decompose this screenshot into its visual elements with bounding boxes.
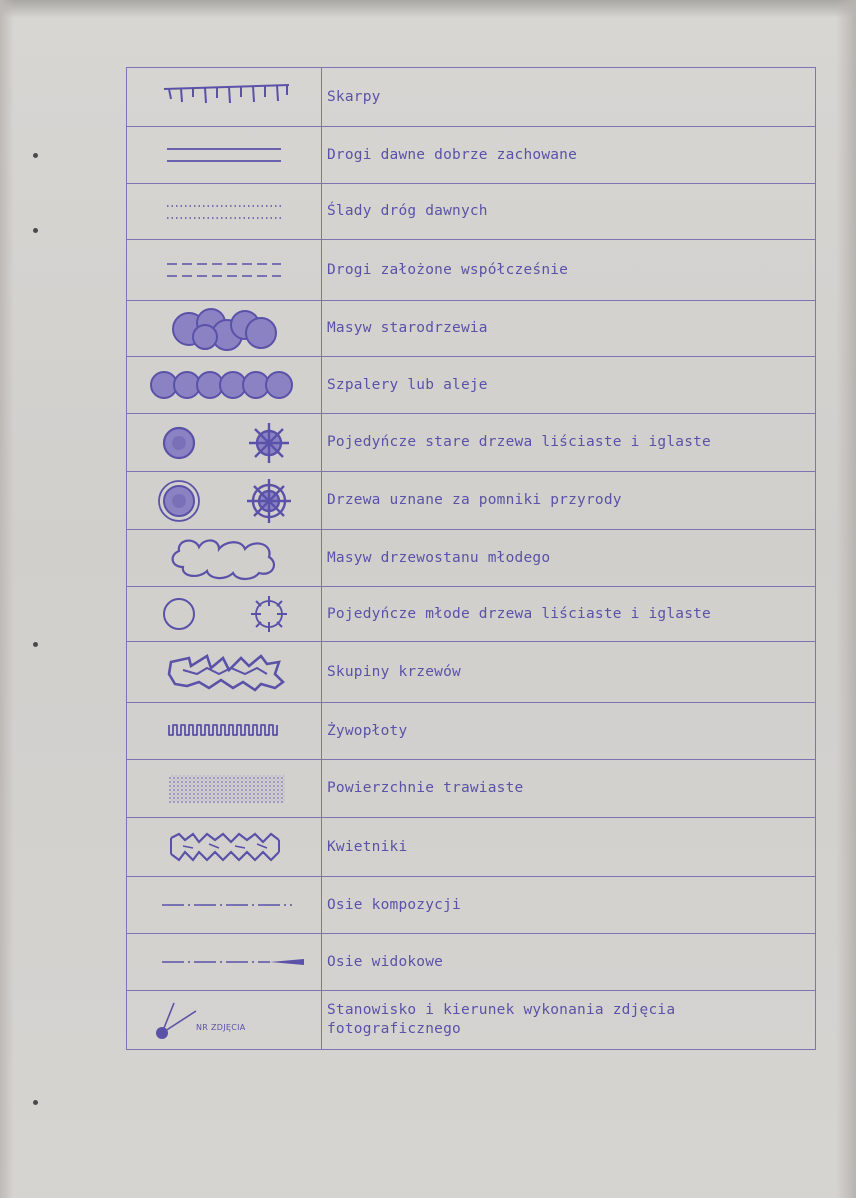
young-single-trees-symbol-icon bbox=[144, 592, 304, 636]
legend-symbol-cell bbox=[127, 760, 322, 818]
slope-symbol-icon bbox=[149, 77, 299, 117]
legend-label: Powierzchnie trawiaste bbox=[322, 760, 816, 818]
legend-row bbox=[127, 414, 816, 472]
dashed-double-line-symbol-icon bbox=[149, 255, 299, 285]
page-top-shadow bbox=[0, 0, 856, 18]
legend-symbol-cell bbox=[127, 587, 322, 642]
legend-row bbox=[127, 127, 816, 184]
legend-label: Drzewa uznane za pomniki przyrody bbox=[322, 472, 816, 530]
legend-symbol-cell bbox=[127, 991, 322, 1050]
legend-row bbox=[127, 357, 816, 414]
legend-label: Osie widokowe bbox=[322, 934, 816, 991]
legend-row bbox=[127, 587, 816, 642]
legend-row bbox=[127, 877, 816, 934]
punch-mark bbox=[33, 642, 38, 647]
grass-area-symbol-icon bbox=[149, 769, 299, 809]
legend-symbol-cell bbox=[127, 357, 322, 414]
legend-symbol-cell bbox=[127, 414, 322, 472]
legend-symbol-cell bbox=[127, 703, 322, 760]
shrub-group-symbol-icon bbox=[149, 648, 299, 696]
legend-row bbox=[127, 642, 816, 703]
legend-label: Drogi założone współcześnie bbox=[322, 240, 816, 301]
legend-row bbox=[127, 240, 816, 301]
legend-symbol-cell bbox=[127, 642, 322, 703]
legend-label: Stanowisko i kierunek wykonania zdjęcia fotograficznego bbox=[322, 991, 816, 1050]
photo-number-label: NR ZDJĘCIA bbox=[196, 1023, 246, 1032]
legend-label: Skupiny krzewów bbox=[322, 642, 816, 703]
dotted-line-symbol-icon bbox=[149, 197, 299, 227]
legend-label: Osie kompozycji bbox=[322, 877, 816, 934]
legend-symbol-cell bbox=[127, 472, 322, 530]
old-single-trees-symbol-icon bbox=[144, 421, 304, 465]
legend-row bbox=[127, 703, 816, 760]
page-left-edge bbox=[0, 0, 14, 1198]
legend-symbol-cell bbox=[127, 68, 322, 127]
legend-table bbox=[126, 67, 816, 1050]
view-axis-symbol-icon bbox=[144, 952, 304, 972]
old-tree-mass-symbol-icon bbox=[149, 303, 299, 355]
legend-symbol-cell bbox=[127, 934, 322, 991]
legend-symbol-cell bbox=[127, 184, 322, 240]
double-line-symbol-icon bbox=[149, 140, 299, 170]
legend-symbol-cell bbox=[127, 530, 322, 587]
legend-symbol-cell bbox=[127, 240, 322, 301]
legend-row bbox=[127, 68, 816, 127]
legend-label: Kwietniki bbox=[322, 818, 816, 877]
legend-symbol-cell bbox=[127, 877, 322, 934]
punch-mark bbox=[33, 1100, 38, 1105]
hedge-symbol-icon bbox=[149, 719, 299, 743]
page-right-edge bbox=[836, 0, 856, 1198]
legend-row bbox=[127, 991, 816, 1050]
alley-symbol-icon bbox=[144, 367, 304, 403]
legend-row bbox=[127, 760, 816, 818]
legend-row bbox=[127, 472, 816, 530]
legend-label: Szpalery lub aleje bbox=[322, 357, 816, 414]
legend-label: Żywopłoty bbox=[322, 703, 816, 760]
legend-label: Pojedyńcze stare drzewa liściaste i iglaste bbox=[322, 414, 816, 472]
punch-mark bbox=[33, 228, 38, 233]
young-stand-mass-symbol-icon bbox=[149, 533, 299, 583]
legend-label: Ślady dróg dawnych bbox=[322, 184, 816, 240]
legend-label: Pojedyńcze młode drzewa liściaste i iglaste bbox=[322, 587, 816, 642]
legend-row bbox=[127, 818, 816, 877]
legend-label: Masyw drzewostanu młodego bbox=[322, 530, 816, 587]
punch-mark bbox=[33, 153, 38, 158]
flowerbed-symbol-icon bbox=[149, 830, 299, 864]
legend-row bbox=[127, 301, 816, 357]
photo-position-symbol-icon bbox=[144, 997, 304, 1043]
legend-label: Drogi dawne dobrze zachowane bbox=[322, 127, 816, 184]
legend-label: Skarpy bbox=[322, 68, 816, 127]
legend-symbol-cell bbox=[127, 127, 322, 184]
legend-symbol-cell bbox=[127, 818, 322, 877]
legend-row bbox=[127, 530, 816, 587]
monument-trees-symbol-icon bbox=[144, 477, 304, 525]
legend-symbol-cell bbox=[127, 301, 322, 357]
legend-row bbox=[127, 934, 816, 991]
legend-label: Masyw starodrzewia bbox=[322, 301, 816, 357]
legend-row bbox=[127, 184, 816, 240]
composition-axis-symbol-icon bbox=[144, 895, 304, 915]
photo-position-symbol bbox=[144, 997, 304, 1043]
